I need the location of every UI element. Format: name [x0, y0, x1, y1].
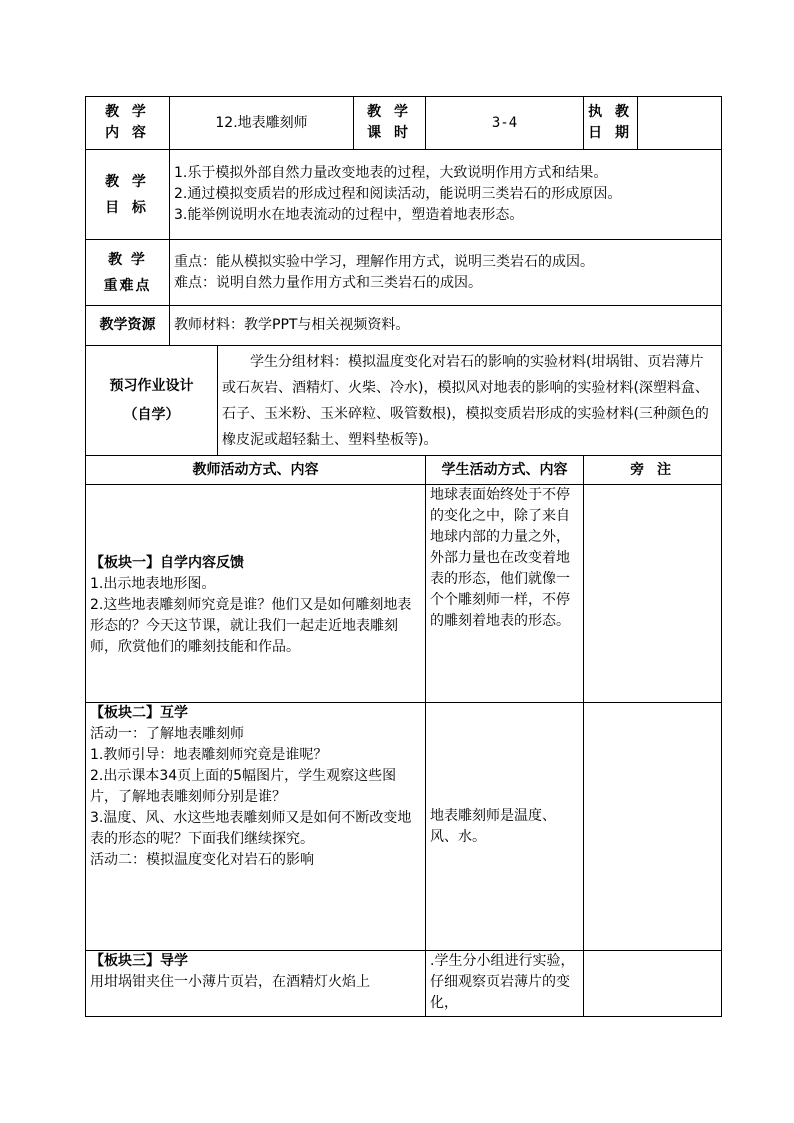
block1-line: 2.这些地表雕刻师究竟是谁？他们又是如何雕刻地表形态的？今天这节课，就让我们一起走近地表雕刻师，欣赏他们的雕刻技能和作品。 [90, 597, 412, 655]
block3-teacher [86, 951, 426, 1017]
block3-row [86, 951, 722, 1017]
content-label: 教 学 内 容 [86, 97, 170, 150]
keypoints-row [86, 240, 722, 306]
block1-teacher [86, 485, 426, 703]
preview-row [86, 346, 722, 456]
student-column-header: 学生活动方式、内容 [426, 456, 584, 485]
block1-row [86, 485, 722, 703]
block1-notes [584, 485, 722, 703]
resources-label: 教学资源 [86, 306, 170, 346]
block2-title: 【板块二】互学 [90, 705, 188, 721]
block1-line: 1.出示地表地形图。 [90, 576, 216, 592]
resources-row [86, 306, 722, 346]
block1-student: 地球表面始终处于不停的变化之中，除了来自地球内部的力量之外，外部力量也在改变着地表的形态，他们就像一个个雕刻师一样，不停的雕刻着地表的形态。 [426, 485, 584, 703]
preview-label: 预习作业设计 [109, 377, 194, 394]
keypoints-label: 教 学 重难点 [86, 240, 170, 306]
goal-item: 2.通过模拟变质岩的形成过程和阅读活动，能说明三类岩石的形成原因。 [174, 186, 622, 202]
block2-line: 1.教师引导：地表雕刻师究竟是谁呢？ [90, 747, 328, 763]
goals-content [170, 150, 722, 240]
goals-row [86, 150, 722, 240]
block3-student: .学生分小组进行实验，仔细观察页岩薄片的变化， [426, 951, 584, 1017]
keypoint-item: 难点：说明自然力量作用方式和三类岩石的成因。 [174, 274, 482, 291]
hours-value: 3-4 [426, 97, 584, 150]
block3-line: 用坩埚钳夹住一小薄片页岩，在酒精灯火焰上 [90, 974, 370, 990]
lesson-plan-table [85, 96, 722, 1017]
date-value [638, 97, 722, 150]
goals-label: 教 学 目 标 [86, 150, 170, 240]
block2-teacher [86, 703, 426, 951]
goal-item: 1.乐于模拟外部自然力量改变地表的过程，大致说明作用方式和结果。 [174, 165, 608, 181]
block2-student: 地表雕刻师是温度、风、水。 [426, 703, 584, 951]
preview-value: 学生分组材料：模拟温度变化对岩石的影响的实验材料(坩埚钳、页岩薄片或石灰岩、酒精灯、火柴、冷水)，模拟风对地表的影响的实验材料(深塑料盒、石子、玉米粉、玉米碎粒、吸管数根)，模拟变质岩形成的实验材料(三种颜色的橡皮泥或超轻黏土、塑料垫板等)。 [218, 346, 722, 456]
preview-label-cell [86, 346, 218, 456]
block2-line: 活动一：了解地表雕刻师 [90, 726, 244, 742]
preview-label-sub: （自学） [123, 406, 180, 423]
keypoint-item: 重点：能从模拟实验中学习，理解作用方式，说明三类岩石的成因。 [174, 253, 594, 270]
block1-title: 【板块一】自学内容反馈 [90, 555, 244, 571]
block2-line: 2.出示课本34页上面的5幅图片，学生观察这些图片，了解地表雕刻师分别是谁？ [90, 768, 397, 805]
block3-title: 【板块三】导学 [90, 953, 188, 969]
hours-label: 教 学 课 时 [354, 97, 426, 150]
resources-value: 教师材料：教学PPT与相关视频资料。 [170, 306, 722, 346]
block2-line: 活动二：模拟温度变化对岩石的影响 [90, 852, 314, 868]
goal-item: 3.能举例说明水在地表流动的过程中，塑造着地表形态。 [174, 207, 524, 223]
column-header-row [86, 456, 722, 485]
content-value: 12.地表雕刻师 [170, 97, 354, 150]
block3-notes [584, 951, 722, 1017]
keypoints-content [170, 240, 722, 306]
teacher-column-header: 教师活动方式、内容 [86, 456, 426, 485]
info-row [86, 97, 722, 150]
block2-row [86, 703, 722, 951]
date-label: 执 教 日 期 [584, 97, 638, 150]
notes-column-header: 旁 注 [584, 456, 722, 485]
block2-notes [584, 703, 722, 951]
block2-line: 3.温度、风、水这些地表雕刻师又是如何不断改变地表的形态的呢？下面我们继续探究。 [90, 810, 412, 847]
